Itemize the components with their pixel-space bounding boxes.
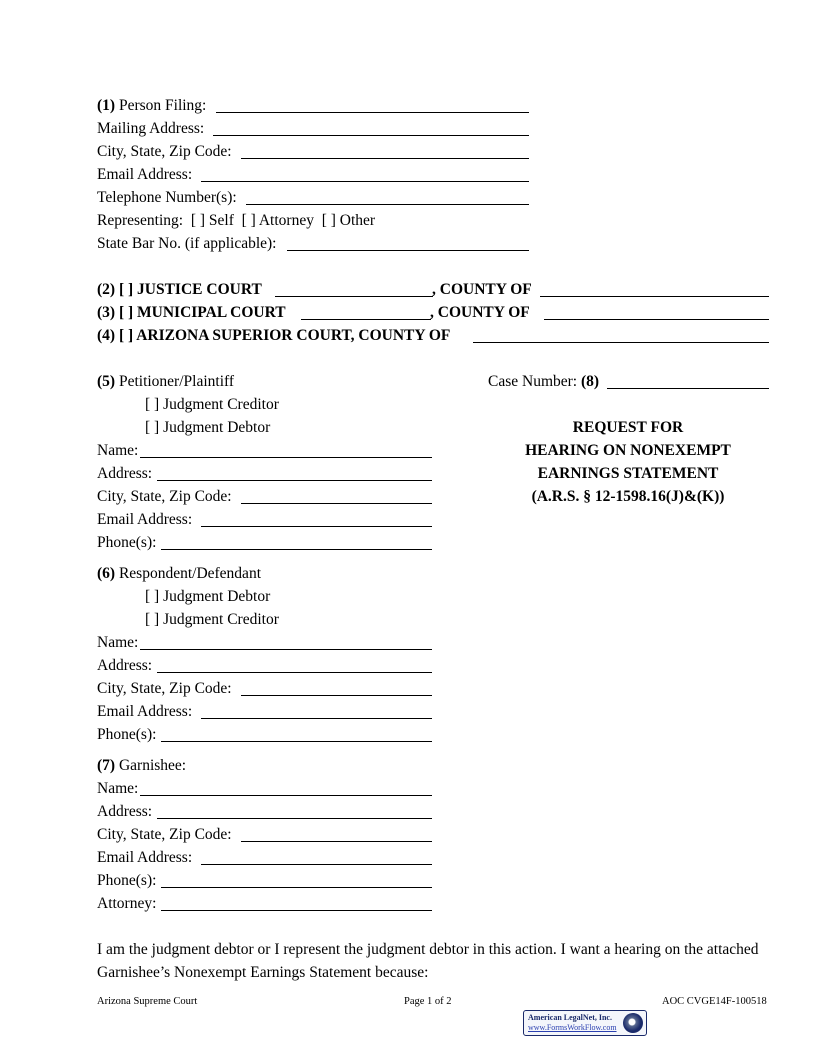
- person-filing-field[interactable]: [216, 112, 529, 113]
- superior-court-checkbox[interactable]: [ ]: [118, 327, 134, 344]
- respondent-email-label: Email Address:: [97, 703, 193, 720]
- municipal-county-field[interactable]: [544, 319, 769, 320]
- case-number-label: [488, 372, 599, 392]
- state-bar-label: State Bar No. (if applicable):: [97, 235, 277, 252]
- representing-other-checkbox[interactable]: [ ] Other: [321, 212, 376, 229]
- garnishee-email-label: Email Address:: [97, 849, 193, 866]
- person-filing-text: Person Filing:: [118, 97, 207, 114]
- logo-company-name: American LegalNet, Inc.: [528, 1013, 612, 1022]
- garnishee-attorney-field[interactable]: [161, 910, 432, 911]
- title-line-3: EARNINGS STATEMENT: [537, 465, 719, 482]
- respondent-debtor-checkbox[interactable]: [ ] Judgment Debtor: [145, 588, 271, 605]
- respondent-creditor-checkbox[interactable]: [ ] Judgment Creditor: [145, 611, 279, 628]
- garnishee-address-field[interactable]: [157, 818, 432, 819]
- respondent-address-label: Address:: [97, 657, 153, 674]
- respondent-phone-label: Phone(s):: [97, 726, 157, 743]
- petitioner-phone-field[interactable]: [161, 549, 432, 550]
- footer-court: Arizona Supreme Court: [97, 996, 198, 1007]
- municipal-court-label: MUNICIPAL COURT: [137, 304, 286, 321]
- respondent-number: (6): [97, 565, 116, 582]
- title-line-1: REQUEST FOR: [572, 419, 684, 436]
- municipal-court-row: [97, 303, 286, 323]
- petitioner-creditor-checkbox[interactable]: [ ] Judgment Creditor: [145, 396, 279, 413]
- garnishee-attorney-label: Attorney:: [97, 895, 157, 912]
- petitioner-name-label: Name:: [97, 442, 139, 459]
- petitioner-debtor-checkbox[interactable]: [ ] Judgment Debtor: [145, 419, 271, 436]
- filer-email-label: Email Address:: [97, 166, 193, 183]
- garnishee-label: Garnishee:: [118, 757, 187, 774]
- title-line-2: HEARING ON NONEXEMPT: [525, 442, 731, 459]
- court-3-number: (3): [97, 304, 116, 321]
- justice-county-field[interactable]: [540, 296, 769, 297]
- case-number-field[interactable]: [607, 388, 769, 389]
- respondent-name-label: Name:: [97, 634, 139, 651]
- petitioner-address-label: Address:: [97, 465, 153, 482]
- respondent-address-field[interactable]: [157, 672, 432, 673]
- court-2-number: (2): [97, 281, 116, 298]
- filer-phone-field[interactable]: [246, 204, 529, 205]
- petitioner-email-label: Email Address:: [97, 511, 193, 528]
- garnishee-address-label: Address:: [97, 803, 153, 820]
- respondent-phone-field[interactable]: [161, 741, 432, 742]
- respondent-city-label: City, State, Zip Code:: [97, 680, 232, 697]
- superior-court-row: [97, 326, 450, 346]
- respondent-label: Respondent/Defendant: [118, 565, 261, 582]
- justice-county-label: , COUNTY OF: [432, 281, 532, 298]
- footer-page-number: Page 1 of 2: [404, 996, 452, 1007]
- justice-court-field[interactable]: [275, 296, 433, 297]
- petitioner-city-label: City, State, Zip Code:: [97, 488, 232, 505]
- respondent-email-field[interactable]: [201, 718, 432, 719]
- state-bar-field[interactable]: [287, 250, 529, 251]
- court-4-number: (4): [97, 327, 116, 344]
- respondent-name-field[interactable]: [140, 649, 432, 650]
- american-legalnet-logo[interactable]: [523, 1010, 647, 1036]
- globe-icon: [623, 1013, 643, 1033]
- petitioner-label: Petitioner/Plaintiff: [118, 373, 235, 390]
- petitioner-city-field[interactable]: [241, 503, 432, 504]
- title-line-4: (A.R.S. § 12-1598.16(J)&(K)): [531, 488, 725, 505]
- superior-court-label: ARIZONA SUPERIOR COURT, COUNTY OF: [136, 327, 451, 344]
- municipal-court-checkbox[interactable]: [ ]: [118, 304, 134, 321]
- mailing-address-label: Mailing Address:: [97, 120, 205, 137]
- representing-attorney-checkbox[interactable]: [ ] Attorney: [241, 212, 314, 229]
- logo-url-link[interactable]: www.FormsWorkFlow.com: [528, 1023, 617, 1032]
- case-number-text: Case Number:: [488, 373, 578, 390]
- garnishee-email-field[interactable]: [201, 864, 432, 865]
- person-filing-label: [97, 96, 206, 116]
- petitioner-number: (5): [97, 373, 116, 390]
- respondent-city-field[interactable]: [241, 695, 432, 696]
- footer-form-code: AOC CVGE14F-100518: [662, 996, 767, 1007]
- garnishee-name-label: Name:: [97, 780, 139, 797]
- representing-label: Representing:: [97, 212, 184, 229]
- respondent-heading: [97, 564, 261, 584]
- justice-court-label: JUSTICE COURT: [137, 281, 262, 298]
- garnishee-number: (7): [97, 757, 116, 774]
- representing-row: [97, 211, 375, 231]
- petitioner-address-field[interactable]: [157, 480, 432, 481]
- representing-self-checkbox[interactable]: [ ] Self: [190, 212, 234, 229]
- garnishee-name-field[interactable]: [140, 795, 432, 796]
- petitioner-heading: [97, 372, 234, 392]
- garnishee-phone-label: Phone(s):: [97, 872, 157, 889]
- filer-email-field[interactable]: [201, 181, 529, 182]
- garnishee-heading: [97, 756, 186, 776]
- mailing-address-field[interactable]: [213, 135, 529, 136]
- petitioner-phone-label: Phone(s):: [97, 534, 157, 551]
- case-number-number: (8): [580, 373, 600, 390]
- garnishee-phone-field[interactable]: [161, 887, 432, 888]
- superior-county-field[interactable]: [473, 342, 769, 343]
- garnishee-city-label: City, State, Zip Code:: [97, 826, 232, 843]
- filer-city-label: City, State, Zip Code:: [97, 143, 232, 160]
- justice-court-row: [97, 280, 262, 300]
- garnishee-city-field[interactable]: [241, 841, 432, 842]
- statement-paragraph: I am the judgment debtor or I represent the judgment debtor in this action. I want a hearing on the attached Garnishee’s Nonexempt Earnings Statement because:: [97, 941, 759, 981]
- justice-court-checkbox[interactable]: [ ]: [118, 281, 134, 298]
- municipal-county-label: , COUNTY OF: [430, 304, 530, 321]
- filer-number: (1): [97, 97, 116, 114]
- filer-city-field[interactable]: [241, 158, 529, 159]
- petitioner-email-field[interactable]: [201, 526, 432, 527]
- petitioner-name-field[interactable]: [140, 457, 432, 458]
- municipal-court-field[interactable]: [301, 319, 431, 320]
- filer-phone-label: Telephone Number(s):: [97, 189, 237, 206]
